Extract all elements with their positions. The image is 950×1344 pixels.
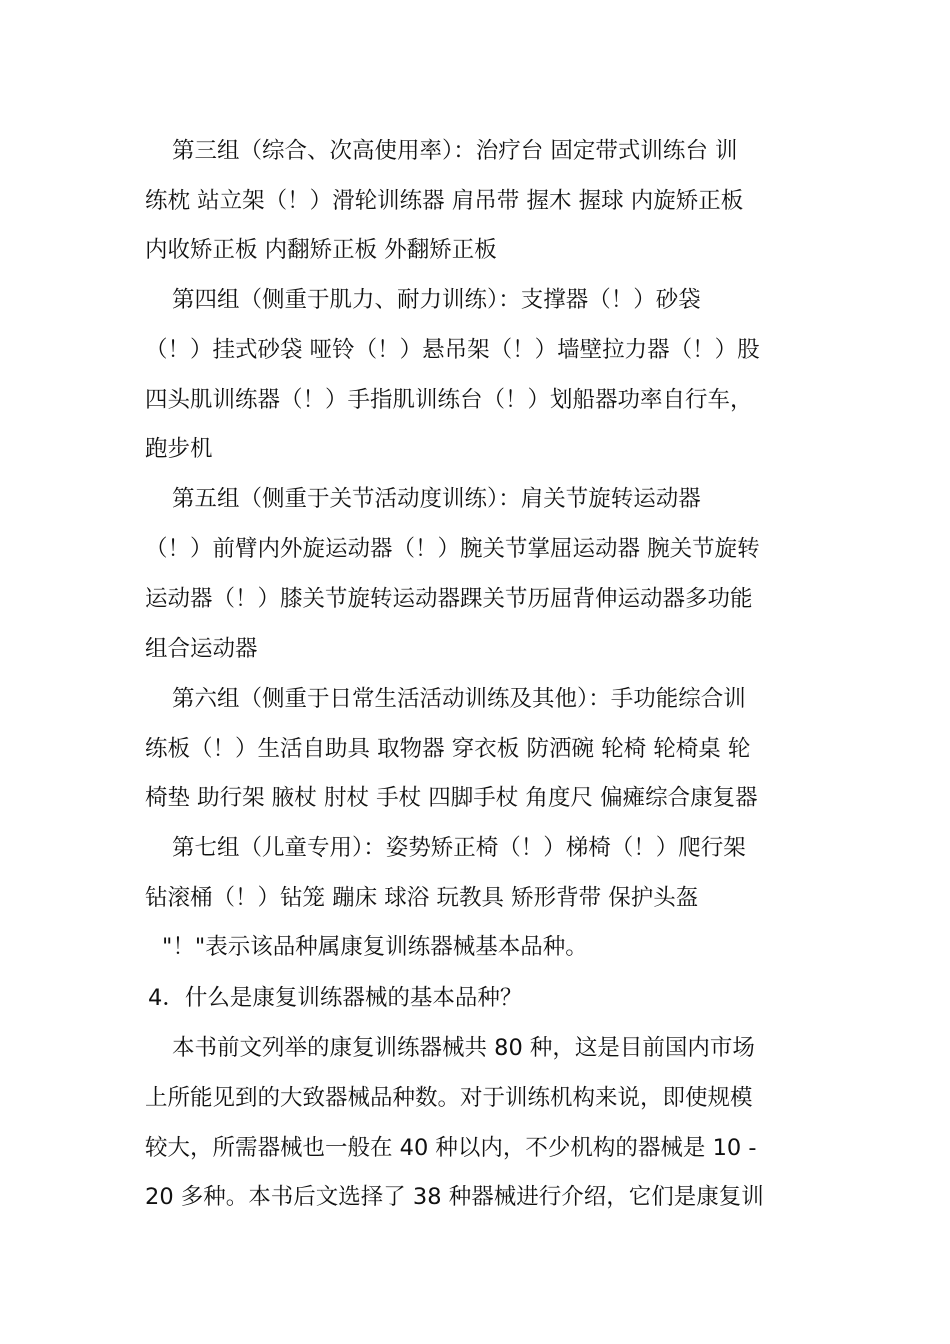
body-line-2: 上所能见到的大致器械品种数。对于训练机构来说，即使规模 — [145, 1085, 753, 1111]
body-line-1: 本书前文列举的康复训练器械共 80 种，这是目前国内市场 — [172, 1035, 755, 1061]
group7-line-2: 钻滚桶（！）钻笼 蹦床 球浴 玩教具 矫形背带 保护头盔 — [145, 885, 699, 911]
group6-line-1: 第六组（侧重于日常生活活动训练及其他）：手功能综合训 — [172, 686, 746, 712]
group5-line-1: 第五组（侧重于关节活动度训练）：肩关节旋转运动器 — [172, 486, 701, 512]
group4-line-2: （！）挂式砂袋 哑铃（！）悬吊架（！）墙壁拉力器（！）股 — [145, 337, 760, 363]
body-line-4: 20 多种。本书后文选择了 38 种器械进行介绍，它们是康复训 — [145, 1184, 764, 1210]
group6-line-2: 练板（！）生活自助具 取物器 穿衣板 防洒碗 轮椅 轮椅桌 轮 — [145, 736, 751, 762]
group3-line-2: 练枕 站立架（！）滑轮训练器 肩吊带 握木 握球 内旋矫正板 — [145, 188, 744, 214]
group7-line-1: 第七组（儿童专用）：姿势矫正椅（！）梯椅（！）爬行架 — [172, 835, 746, 861]
section-heading: 4．什么是康复训练器械的基本品种？ — [148, 985, 523, 1011]
group5-line-4: 组合运动器 — [145, 636, 258, 662]
group3-line-1: 第三组（综合、次高使用率）：治疗台 固定带式训练台 训 — [172, 138, 738, 164]
group3-line-3: 内收矫正板 内翻矫正板 外翻矫正板 — [145, 237, 497, 263]
group4-line-1: 第四组（侧重于肌力、耐力训练）：支撑器（！）砂袋 — [172, 287, 701, 313]
body-line-3: 较大，所需器械也一般在 40 种以内，不少机构的器械是 10 - — [145, 1135, 757, 1161]
legend-note: "！"表示该品种属康复训练器械基本品种。 — [162, 934, 588, 960]
group5-line-2: （！）前臂内外旋运动器（！）腕关节掌屈运动器 腕关节旋转 — [145, 536, 760, 562]
group4-line-4: 跑步机 — [145, 436, 213, 462]
group4-line-3: 四头肌训练器（！）手指肌训练台（！）划船器功率自行车， — [145, 387, 753, 413]
group6-line-3: 椅垫 助行架 腋杖 肘杖 手杖 四脚手杖 角度尺 偏瘫综合康复器 — [145, 785, 758, 811]
group5-line-3: 运动器（！）膝关节旋转运动器踝关节历屈背伸运动器多功能 — [145, 586, 753, 612]
